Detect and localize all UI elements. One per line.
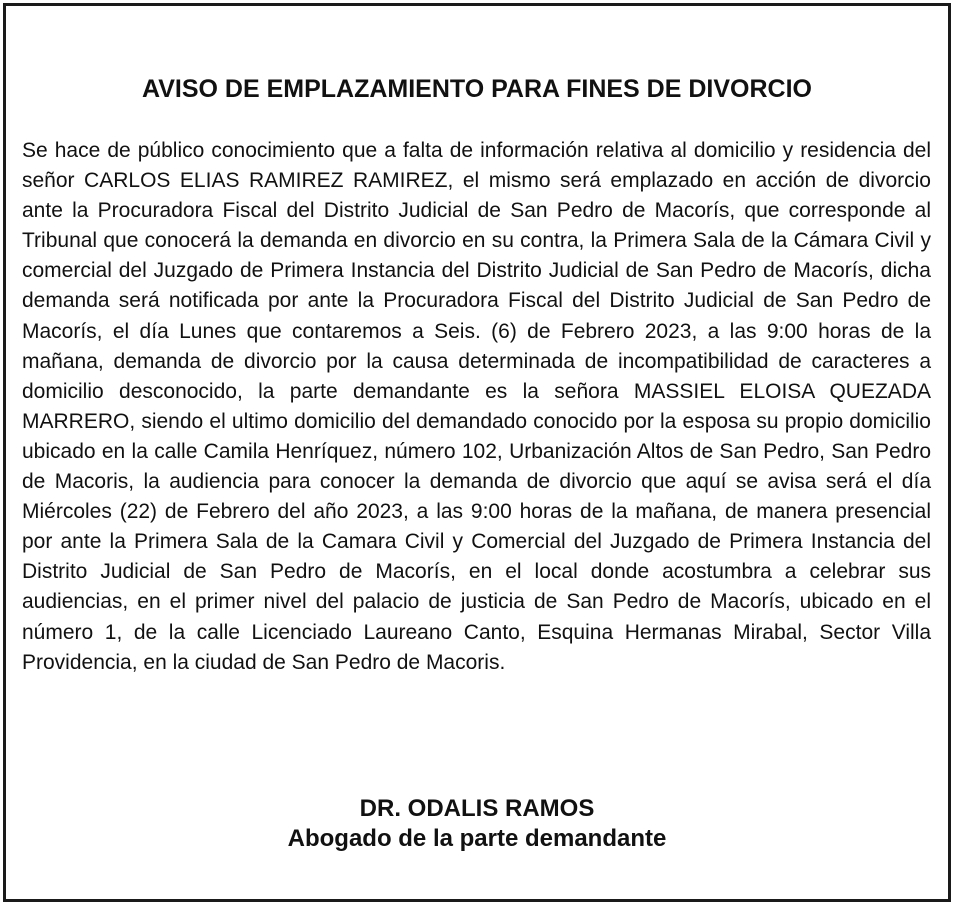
- notice-title: AVISO DE EMPLAZAMIENTO PARA FINES DE DIVORCIO: [142, 75, 812, 103]
- signature-name: DR. ODALIS RAMOS: [359, 795, 595, 822]
- notice-body: Se hace de público conocimiento que a falta de información relativa al domicilio y residencia del señor CARLOS ELIAS RAMIREZ RAMIREZ, el mismo será emplazado en acción de divorcio ante la Procuradora Fiscal del Distrito Judicial de San Pedro de Macorís, que corresponde al Tribunal que conocerá la demanda en divorcio en su contra, la Primera Sala de la Cámara Civil y comercial del Juzgado de Primera Instancia del Distrito Judicial de San Pedro de Macorís, dicha demanda será notificada por ante la Procuradora Fiscal del Distrito Judicial de San Pedro de Macorís, el día Lunes que contaremos a Seis. (6) de Febrero 2023, a las 9:00 horas de la mañana, demanda de divorcio por la causa determinada de incompatibilidad de caracteres a domicilio desconocido, la parte demandante es la señora MASSIEL ELOISA QUEZADA MARRERO, siendo el ultimo domicilio del demandado conocido por la esposa su propio domicilio ubicado en la calle Camila Henríquez, número 102, Urbanización Altos de San Pedro, San Pedro de Macoris, la audiencia para conocer la demanda de divorcio que aquí se avisa será el día Miércoles (22) de Febrero del año 2023, a las 9:00 horas de la mañana, de manera presencial por ante la Primera Sala de la Camara Civil y Comercial del Juzgado de Primera Instancia del Distrito Judicial de San Pedro de Macorís, en el local donde acostumbra a celebrar sus audiencias, en el primer nivel del palacio de justicia de San Pedro de Macorís, ubicado en el número 1, de la calle Licenciado Laureano Canto, Esquina Hermanas Mirabal, Sector Villa Providencia, en la ciudad de San Pedro de Macoris.: [22, 139, 931, 674]
- legal-notice: [3, 3, 951, 902]
- signature-block: [6, 794, 948, 854]
- signature-role: Abogado de la parte demandante: [287, 825, 667, 852]
